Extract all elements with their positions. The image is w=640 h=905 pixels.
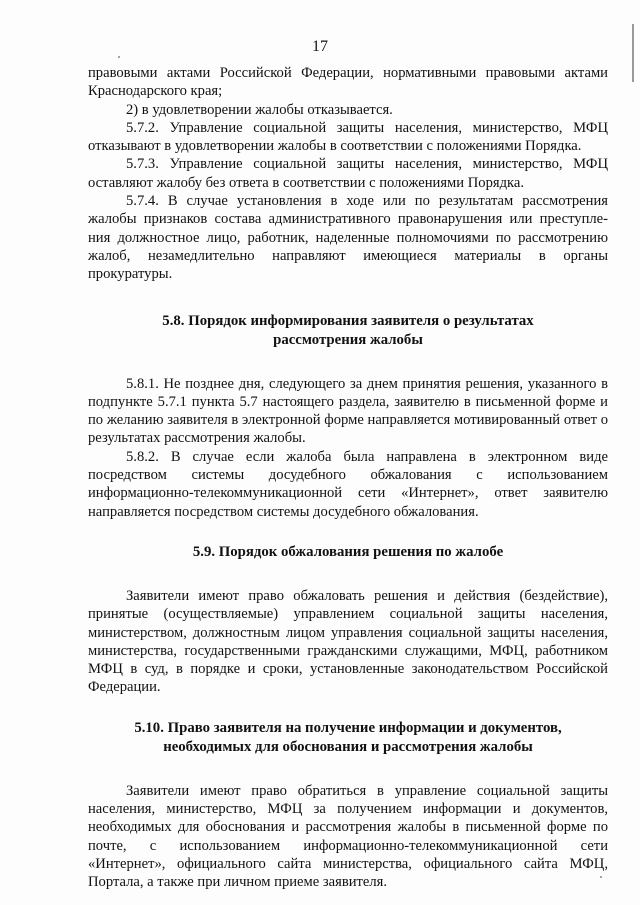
heading-line: 5.10. Право заявителя на получение информации и документов, bbox=[134, 719, 562, 736]
paragraph: Заявители имеют право обжаловать решения и действия (бездействие), принятые (осуществляемые) управлением социальной защиты населения, министерством, должностным лицом управления социальной защиты населения, министерства, государственными гражданскими служащими, МФЦ, работником МФЦ в суд, в порядке и сроки, установленные законодательством Российской Федерации. bbox=[88, 587, 608, 696]
heading-line: необходимых для обоснования и рассмотрения жалобы bbox=[163, 738, 533, 755]
heading-line: 5.8. Порядок информирования заявителя о результатах bbox=[162, 312, 534, 329]
paragraph: 2) в удовлетворении жалобы отказывается. bbox=[126, 101, 393, 118]
paragraph: 5.8.1. Не позднее дня, следующего за днем принятия решения, указанного в подпункте 5.7.1 пункта 5.7 настоящего раздела, заявителю в письменной форме и по желанию заявителя в электронной форме направляется мотивированный ответ о результатах рассмотрения жалобы. bbox=[88, 375, 608, 447]
paragraph: Заявители имеют право обратиться в управление социальной защиты населения, министерство, МФЦ за получением информации и документов, необходимых для обоснования и рассмотрения жалобы в письменной форме по почте, с использованием информационно-телекоммуникационной сети «Интернет», официального сайта министерства, официального сайта МФЦ, Портала, а также при личном приеме заявителя. bbox=[88, 782, 608, 891]
paragraph: 5.8.2. В случае если жалоба была направлена в электронном виде посредством системы досудебного обжалования с использованием информационно-телекоммуникационной сети «Интернет», ответ заявителю направляется посредством системы досудебного обжалования. bbox=[88, 448, 608, 520]
paragraph: правовыми актами Российской Федерации, нормативными правовыми актами Краснодарского края; bbox=[88, 65, 608, 100]
heading-line: рассмотрения жалобы bbox=[273, 331, 423, 348]
paragraph: 5.7.3. Управление социальной защиты населения, министерство, МФЦ оставляют жалобу без ответа в соответствии с положениями Порядка. bbox=[88, 156, 608, 191]
document-body bbox=[88, 64, 608, 892]
paragraph: 5.7.4. В случае установления в ходе или по результатам рассмотрения жалобы признаков состава административного правонарушения или преступле-ния должностное лицо, работник, наделенные полномочиями по рассмотрению жалоб, незамедлительно направляют имеющиеся материалы в органы прокуратуры. bbox=[88, 193, 608, 283]
section-heading-5-9: 5.9. Порядок обжалования решения по жалобе bbox=[192, 543, 504, 560]
scan-speck bbox=[118, 56, 120, 58]
paragraph: 5.7.2. Управление социальной защиты населения, министерство, МФЦ отказывают в удовлетворении жалобы в соответствии с положениями Порядка. bbox=[88, 119, 608, 155]
section-heading-5-10 bbox=[88, 719, 608, 757]
page-number: 17 bbox=[312, 38, 328, 55]
section-heading-5-8 bbox=[88, 312, 608, 350]
